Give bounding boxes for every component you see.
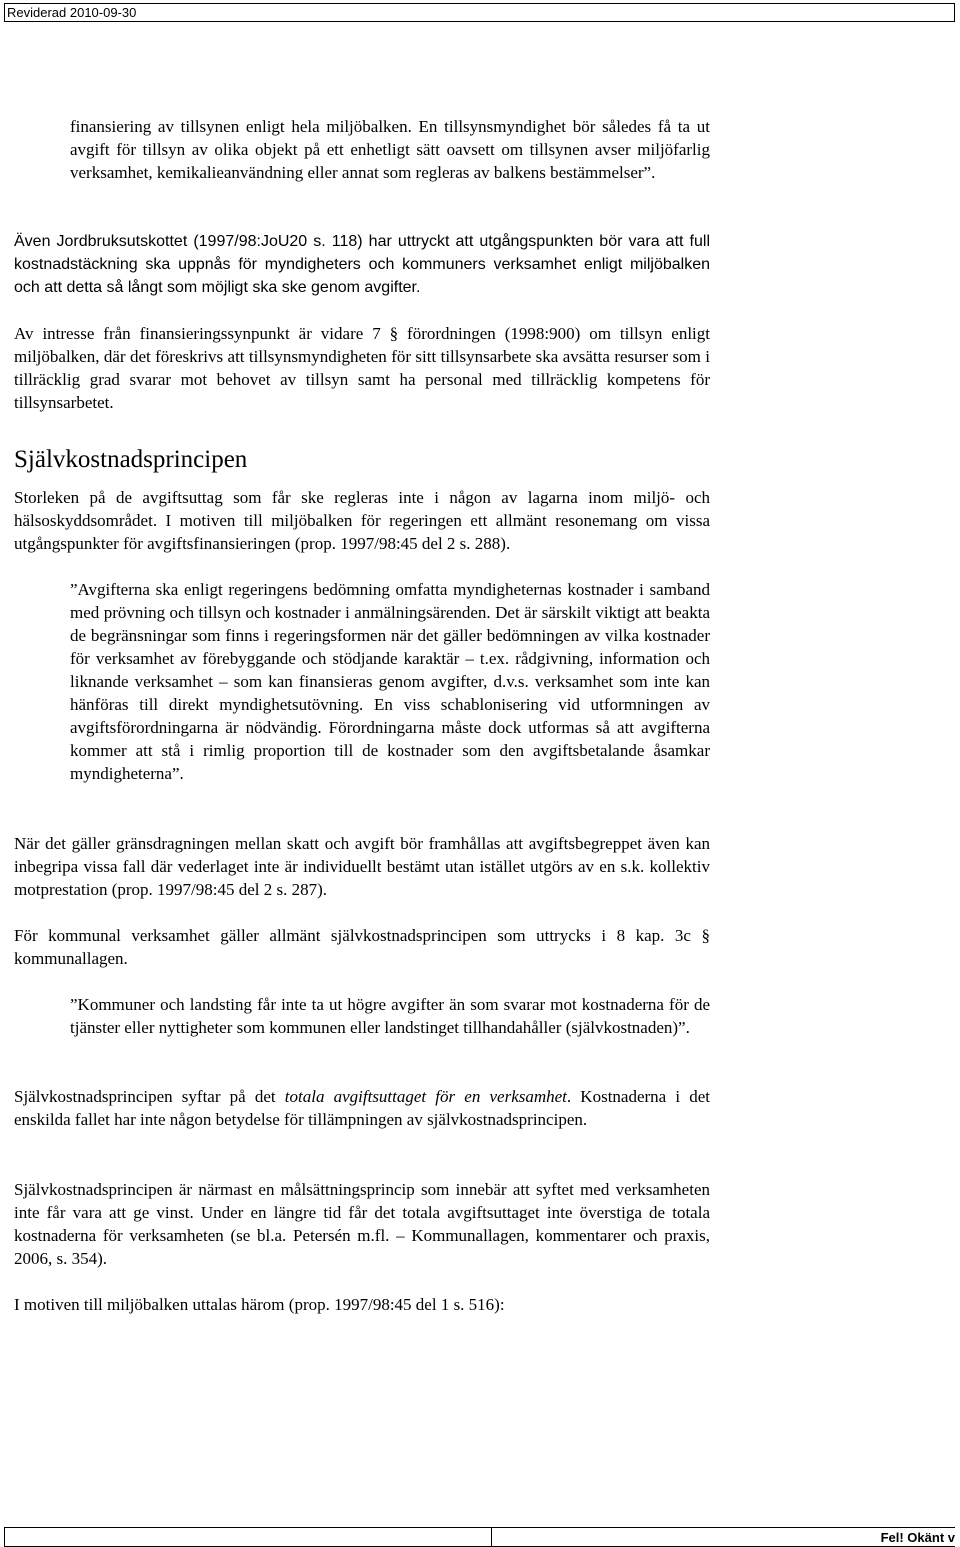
paragraph-avgiftsuttag: Storleken på de avgiftsuttag som får ske regleras inte i någon av lagarna inom miljö- och hälsoskyddsområdet. I motiven till miljöbalken för regeringen ett allmänt resonemang om vissa utgångspunkter för avgiftsfinansieringen (prop. 1997/98:45 del 2 s. 288). <box>14 488 710 553</box>
p7-italic: totala avgiftsuttaget för en verksamhet <box>284 1087 567 1106</box>
footer-divider <box>491 1528 492 1546</box>
paragraph-motiven: I motiven till miljöbalken uttalas härom (prop. 1997/98:45 del 1 s. 516): <box>14 1295 505 1314</box>
p7-end: . Kostnaderna i det enskilda fallet har inte någon betydelse för tillämpningen av självkostnadsprincipen. <box>14 1087 711 1129</box>
revision-header <box>4 3 955 22</box>
quote-kommunallagen: ”Kommuner och landsting får inte ta ut högre avgifter än som svarar mot kostnaderna för de tjänster eller nyttigheter som kommunen eller landstinget tillhandahåller (självkostnaden)”. <box>70 995 710 1037</box>
paragraph-financing-continuation: finansiering av tillsynen enligt hela miljöbalken. En tillsynsmyndighet bör således få ta ut avgift för tillsyn av olika objekt på ett enhetligt sätt oavsett om tillsynen avser miljöfarlig verksamhet, kemikalieanvändning eller annat som regleras av balkens bestämmelser”. <box>70 117 710 182</box>
quote-regeringen: ”Avgifterna ska enligt regeringens bedömning omfatta myndigheternas kostnader i samband med prövning och tillsyn och kostnader i anmälningsärenden. Det är särskilt viktigt att beakta de begränsningar som finns i regeringsformen när det gäller bedömningen av vilka kostnader för verksamhet av förebyggande och stödjande karaktär – t.ex. rådgivning, information och liknande verksamhet – som kan finansieras genom avgifter, d.v.s. verksamhet som inte kan hänföras till direkt myndighetsutövning. En viss schablonisering vid utformningen av avgiftsförordningarna är nödvändig. Förordningarna måste dock utformas så att avgifterna kommer att stå i rimlig proportion till de kostnader som den avgiftsbetalande åsamkar myndigheterna”. <box>70 580 710 783</box>
p7-start: Självkostnadsprincipen syftar på det <box>14 1087 285 1106</box>
paragraph-skatt-avgift: När det gäller gränsdragningen mellan skatt och avgift bör framhållas att avgiftsbegreppet även kan inbegripa vissa fall där vederlaget inte är individuellt bestämt utan istället utgörs av en s.k. kollektiv motprestation (prop. 1997/98:45 del 2 s. 287). <box>14 834 710 899</box>
paragraph-totala-avgiftsuttaget <box>14 1085 710 1131</box>
footer-error-text: Fel! Okänt v <box>880 1530 955 1545</box>
paragraph-jordbruksutskottet: Även Jordbruksutskottet (1997/98:JoU20 s. 118) har uttryckt att utgångspunkten bör vara att full kostnadstäckning ska uppnås för myndigheters och kommuners verksamhet enligt miljöbalken och att detta så långt som möjligt ska ske genom avgifter. <box>14 233 710 296</box>
paragraph-kommunal-verksamhet: För kommunal verksamhet gäller allmänt självkostnadsprincipen som uttrycks i 8 kap. 3c § kommunallagen. <box>14 926 710 968</box>
paragraph-tillsyn-forordning: Av intresse från finansieringssynpunkt är vidare 7 § förordningen (1998:900) om tillsyn enligt miljöbalken, där det föreskrivs att tillsynsmyndigheten för sitt tillsynsarbete ska avsätta resurser som i tillräcklig grad svarar mot behovet av tillsyn samt ha personal med tillräcklig kompetens för tillsynsarbetet. <box>14 324 710 412</box>
paragraph-malsattningsprincip: Självkostnadsprincipen är närmast en målsättningsprincip som innebär att syftet med verksamheten inte får vara att ge vinst. Under en längre tid får det totala avgiftsuttaget inte överstiga de totala kostnaderna för verksamheten (se bl.a. Petersén m.fl. – Kommunallagen, kommentarer och praxis, 2006, s. 354). <box>14 1180 710 1268</box>
page-footer <box>4 1527 955 1547</box>
revision-date: Reviderad 2010-09-30 <box>7 5 137 20</box>
section-heading: Självkostnadsprincipen <box>14 446 248 473</box>
